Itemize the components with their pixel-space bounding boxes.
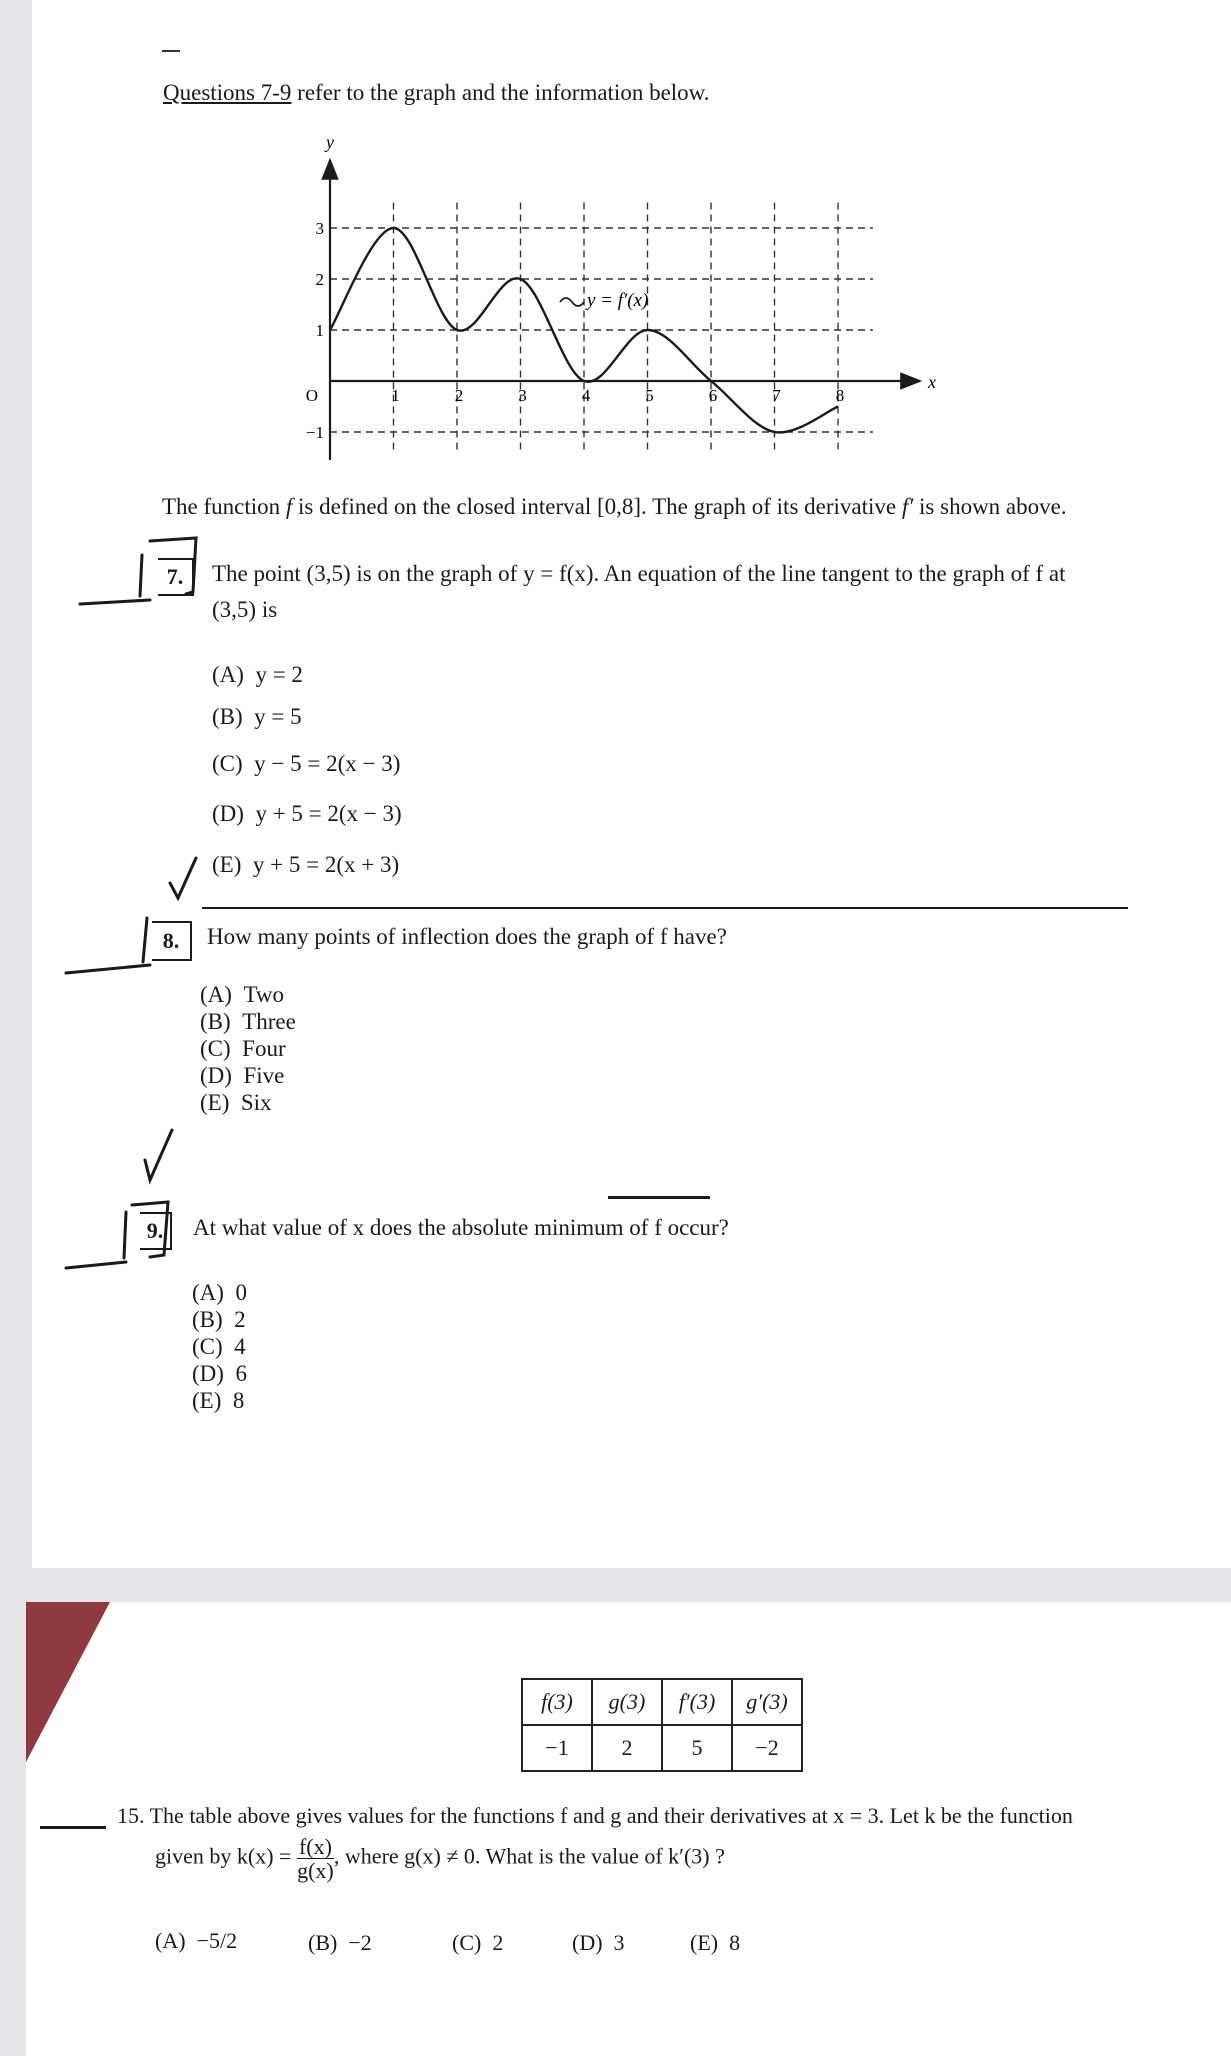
table-header-g3 <box>592 1679 662 1725</box>
q8-choice-b-letter: (B) <box>200 1009 231 1034</box>
q15-choice-e[interactable] <box>690 1930 740 1956</box>
values-table <box>521 1678 803 1772</box>
q7-number: 7. <box>166 564 184 589</box>
y-tick-label-3: 3 <box>315 219 324 238</box>
q15-frac-num: f(x) <box>298 1834 332 1859</box>
q15-frac-den: g(x) <box>297 1858 334 1884</box>
q15-handwritten-underline <box>40 1826 106 1829</box>
q9-choice-c-letter: (C) <box>192 1334 223 1359</box>
q7-choice-d-text: y + 5 = 2(x − 3) <box>255 801 402 826</box>
q8-handwritten-stroke <box>143 918 147 962</box>
q9-choice-c-text: 4 <box>234 1334 246 1359</box>
table-value-fp3: 5 <box>662 1725 732 1771</box>
q15-given-by: given by k(x) = <box>155 1843 292 1869</box>
header-questions-range: Questions 7-9 <box>163 80 292 105</box>
curve-label: y = f′(x) <box>587 290 649 311</box>
q8-question: How many points of inflection does the graph of f have? <box>207 924 727 949</box>
q7-choice-b-letter: (B) <box>212 704 243 729</box>
q8-choice-d-text: Five <box>243 1063 285 1088</box>
q15-choice-d[interactable] <box>572 1930 625 1956</box>
x-tick-label-7: 7 <box>772 386 781 405</box>
intro-part3: . The graph of its derivative <box>641 494 897 519</box>
q8-check-mark-icon <box>145 1130 172 1180</box>
q7-choice-e-letter: (E) <box>212 852 242 877</box>
q9-handwritten-stroke <box>124 1212 126 1258</box>
x-tick-label-8: 8 <box>835 386 845 405</box>
x-tick-label-6: 6 <box>708 386 718 405</box>
q8-choice-c-letter: (C) <box>200 1036 231 1061</box>
q7-choice-b-text: y = 5 <box>254 704 302 729</box>
worksheet-page-2 <box>26 1602 1231 2056</box>
table-value-gp3: −2 <box>732 1725 802 1771</box>
table-header-f3-text: f(3) <box>541 1689 573 1714</box>
q7-line1: The point (3,5) is on the graph of y = f(x). An equation of the line tangent to the graph of f at <box>212 561 1066 586</box>
q8-choice-e-letter: (E) <box>200 1090 230 1115</box>
q15-choice-d-text: 3 <box>613 1930 625 1955</box>
x-tick-label-4: 4 <box>581 386 591 405</box>
q9-handwritten-underline <box>66 1262 126 1268</box>
q15-line1-text: The table above gives values for the functions f and g and their derivatives at x = 3. Let k be the function <box>149 1803 1073 1828</box>
q9-handwritten-bracket <box>132 1202 168 1257</box>
table-header-f3 <box>522 1679 592 1725</box>
q8-choice-e-text: Six <box>240 1090 272 1115</box>
q15-choice-a-letter: (A) <box>155 1928 186 1953</box>
q7-handwritten-bracket <box>150 538 196 594</box>
table-value-g3: 2 <box>592 1725 662 1771</box>
q8-choice-a-letter: (A) <box>200 982 232 1007</box>
q15-choice-a[interactable] <box>155 1928 237 1954</box>
table-header-fp3 <box>662 1679 732 1725</box>
origin-label: O <box>305 386 318 405</box>
q7-choice-c-letter: (C) <box>212 751 243 776</box>
q7-choice-e-text: y + 5 = 2(x + 3) <box>252 852 400 877</box>
intro-fprime: f′ <box>901 494 914 519</box>
table-header-fp3-text: f′(3) <box>678 1689 716 1714</box>
q15-choice-e-text: 8 <box>729 1930 741 1955</box>
q15-after: , where g(x) ≠ 0. What is the value of k′(3) ? <box>333 1843 725 1869</box>
table-value-f3: −1 <box>522 1725 592 1771</box>
y-tick-label-neg1: −1 <box>305 423 324 442</box>
intro-part2: is defined on the closed interval <box>298 494 592 519</box>
x-tick-label-5: 5 <box>645 386 654 405</box>
q7-check-mark-icon <box>170 858 196 898</box>
q15-choice-b[interactable] <box>308 1930 372 1956</box>
q7-choice-d-letter: (D) <box>212 801 244 826</box>
q9-choice-e-letter: (E) <box>192 1388 222 1413</box>
intro-part4: is shown above. <box>919 494 1067 519</box>
q8-choice-d-letter: (D) <box>200 1063 232 1088</box>
q15-fraction <box>297 1835 334 1882</box>
x-axis-label: x <box>928 372 936 392</box>
y-tick-label-2: 2 <box>315 270 324 289</box>
q9-choice-d-letter: (D) <box>192 1361 224 1386</box>
table-header-row <box>522 1679 802 1725</box>
table-header-gp3 <box>732 1679 802 1725</box>
q9-number: 9. <box>146 1218 164 1243</box>
q15-choice-d-letter: (D) <box>572 1930 603 1955</box>
y-axis-label: y <box>326 132 334 152</box>
q15-choice-b-text: −2 <box>348 1930 372 1955</box>
intro-part1: The function <box>162 494 281 519</box>
q15-choice-e-letter: (E) <box>690 1930 719 1955</box>
q7-choice-a-letter: (A) <box>212 662 244 687</box>
x-tick-label-3: 3 <box>518 386 527 405</box>
q15-line2 <box>155 1835 725 1882</box>
q8-choice-b-text: Three <box>242 1009 296 1034</box>
q15-choice-b-letter: (B) <box>308 1930 338 1955</box>
q15-number: 15. <box>117 1803 145 1828</box>
q15-choice-c[interactable] <box>452 1930 503 1956</box>
q15-choice-c-text: 2 <box>492 1930 504 1955</box>
x-tick-label-1: 1 <box>391 386 400 405</box>
table-value-row <box>522 1725 802 1771</box>
q9-choice-a-text: 0 <box>235 1280 247 1305</box>
q9-choice-b-text: 2 <box>234 1307 246 1332</box>
q15-choice-a-text: −5/2 <box>196 1928 238 1953</box>
q9-question: At what value of x does the absolute minimum of f occur? <box>193 1215 729 1240</box>
intro-interval: [0,8] <box>596 494 642 519</box>
q7-handwritten-underline <box>80 600 150 604</box>
intro-f: f <box>285 494 293 519</box>
x-tick-label-2: 2 <box>454 386 464 405</box>
q8-number: 8. <box>162 928 180 953</box>
q9-choice-b-letter: (B) <box>192 1307 223 1332</box>
y-tick-label-1: 1 <box>315 321 324 340</box>
q7-choice-c-text: y − 5 = 2(x − 3) <box>254 751 401 776</box>
q15-choice-c-letter: (C) <box>452 1930 482 1955</box>
q8-choice-a-text: Two <box>243 982 284 1007</box>
table-header-gp3-text: g′(3) <box>746 1689 788 1714</box>
q15-line1 <box>117 1803 1073 1829</box>
q9-choice-e-text: 8 <box>232 1388 245 1413</box>
q7-line2: (3,5) is <box>212 597 278 622</box>
q9-choice-a-letter: (A) <box>192 1280 224 1305</box>
red-corner-mark <box>26 1602 110 1762</box>
q8-handwritten-underline <box>66 965 150 973</box>
q9-choice-d-text: 6 <box>235 1361 247 1386</box>
table-header-g3-text: g(3) <box>608 1689 646 1714</box>
header-rest: refer to the graph and the information below. <box>297 80 710 105</box>
q7-handwritten-stroke <box>140 555 142 596</box>
q8-choice-c-text: Four <box>242 1036 286 1061</box>
q7-choice-a-text: y = 2 <box>255 662 303 687</box>
